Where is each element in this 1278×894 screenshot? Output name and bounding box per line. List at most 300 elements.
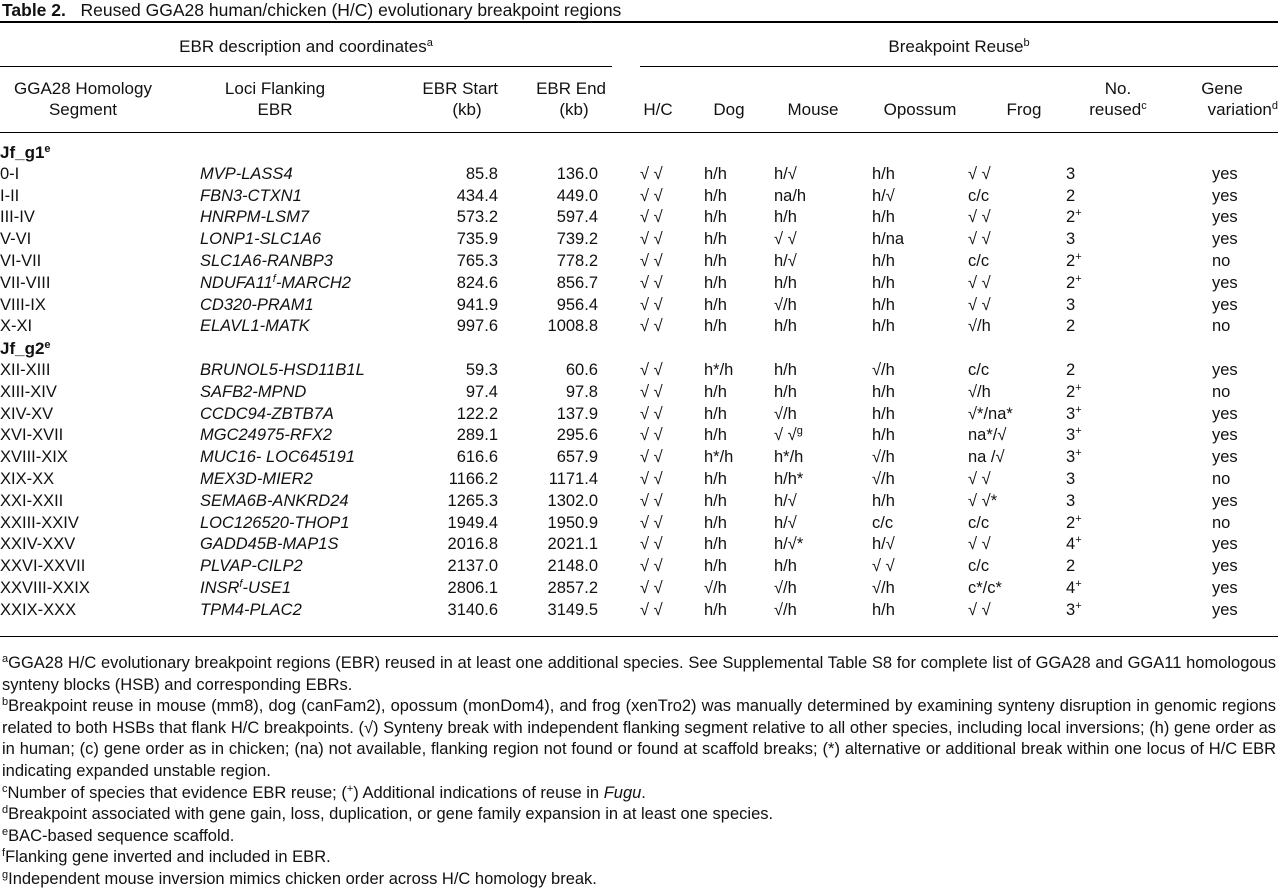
left-group-rule <box>0 66 612 67</box>
hc-cell: √ √ <box>640 273 663 292</box>
dog-cell: h/h <box>704 513 727 532</box>
spacer <box>1104 186 1188 208</box>
dog-cell: h/h <box>704 164 727 183</box>
opossum-cell: h/h <box>872 600 895 619</box>
segment-cell: XXVI-XXVII <box>0 557 86 576</box>
mouse-cell: h/h <box>774 360 797 379</box>
genevar-cell: yes <box>1212 360 1238 379</box>
group-label: Jf_g1e <box>0 143 51 162</box>
segment-cell: V-VI <box>0 230 32 249</box>
table-row <box>0 578 1278 600</box>
segment-cell: XVIII-XIX <box>0 448 68 467</box>
end-cell: 1950.9 <box>547 513 598 532</box>
mouse-cell: h/h <box>774 382 797 401</box>
data-table <box>0 142 1278 622</box>
spacer <box>598 447 640 469</box>
spacer <box>598 578 640 600</box>
table-row <box>0 164 1278 186</box>
start-cell: 1166.2 <box>448 469 498 488</box>
spacer <box>1104 578 1188 600</box>
spacer <box>1104 164 1188 186</box>
frog-cell: c/c <box>968 251 990 270</box>
genevar-cell: no <box>1212 317 1231 336</box>
mouse-cell: h/√ <box>774 164 797 183</box>
dog-cell: h*/h <box>704 360 734 379</box>
mouse-cell: h/h <box>774 273 797 292</box>
segment-cell: VI-VII <box>0 251 42 270</box>
group-label: Jf_g2e <box>0 339 51 359</box>
hc-cell: √ √ <box>640 382 663 401</box>
end-cell: 1008.8 <box>547 317 598 336</box>
end-cell: 137.9 <box>556 404 598 423</box>
dog-cell: h/h <box>704 469 727 488</box>
segment-cell: I-II <box>0 186 20 205</box>
footnote-g: $^g$Independent mouse inversion mimics chicken order across H/C homology break. <box>2 868 597 888</box>
reused-cell: 2+ <box>1066 250 1082 270</box>
end-cell: 597.4 <box>556 208 598 227</box>
reused-cell: 3+ <box>1066 425 1082 445</box>
loci-cell: ELAVL1-MATK <box>200 317 310 336</box>
col-header-genevar: Gene variation$^d$ <box>1201 79 1278 119</box>
col-header-reused: No. reused$^c$ <box>1089 79 1147 119</box>
mouse-cell: √/h <box>774 578 797 597</box>
header-rule <box>0 132 1278 133</box>
genevar-cell: yes <box>1212 491 1238 510</box>
reused-cell: 3 <box>1066 164 1076 183</box>
table-row <box>0 251 1278 273</box>
spacer <box>598 534 640 556</box>
loci-cell: LOC126520-THOP1 <box>200 513 350 532</box>
col-header-hc: H/C <box>643 100 673 119</box>
hc-cell: √ √ <box>640 208 663 227</box>
end-cell: 2148.0 <box>547 557 598 576</box>
frog-cell: c/c <box>968 513 990 532</box>
opossum-cell: √ √ <box>872 557 895 576</box>
table-row <box>0 534 1278 556</box>
segment-cell: XVI-XVII <box>0 426 64 445</box>
loci-cell: NDUFA11$^f$-MARCH2 <box>200 272 351 292</box>
dog-cell: h/h <box>704 295 727 314</box>
table-row <box>0 600 1278 622</box>
genevar-cell: yes <box>1212 600 1238 619</box>
spacer <box>598 207 640 229</box>
end-cell: 1171.4 <box>548 469 598 488</box>
frog-cell: √ √ <box>968 230 991 249</box>
col-header-opossum: Opossum <box>883 100 957 119</box>
spacer <box>1104 316 1188 338</box>
loci-cell: GADD45B-MAP1S <box>200 535 339 554</box>
mouse-cell: √/h <box>774 295 797 314</box>
genevar-cell: no <box>1212 251 1231 270</box>
table-row <box>0 273 1278 295</box>
loci-cell: SAFB2-MPND <box>200 382 307 401</box>
spacer <box>1104 295 1188 317</box>
genevar-cell: yes <box>1212 535 1238 554</box>
start-cell: 85.8 <box>465 164 498 183</box>
opossum-cell: h/h <box>872 251 895 270</box>
start-cell: 941.9 <box>456 295 498 314</box>
mouse-cell: h*/h <box>774 448 804 467</box>
col-header-frog: Frog <box>1006 100 1042 119</box>
top-rule <box>0 21 1278 23</box>
genevar-cell: yes <box>1212 404 1238 423</box>
mouse-cell: h/√* <box>774 535 804 554</box>
end-cell: 3149.5 <box>547 600 598 619</box>
table-row <box>0 404 1278 426</box>
spacer <box>1104 491 1188 513</box>
start-cell: 289.1 <box>456 426 498 445</box>
spacer <box>598 229 640 251</box>
table-row <box>0 556 1278 578</box>
segment-cell: XII-XIII <box>0 360 51 379</box>
hc-cell: √ √ <box>640 251 663 270</box>
end-cell: 97.8 <box>565 382 598 401</box>
mouse-cell: na/h <box>774 186 807 205</box>
start-cell: 2016.8 <box>447 535 498 554</box>
spacer <box>1104 229 1188 251</box>
right-group-rule <box>640 66 1278 67</box>
start-cell: 97.4 <box>465 382 498 401</box>
hc-cell: √ √ <box>640 557 663 576</box>
bottom-rule <box>0 636 1278 637</box>
spacer <box>598 295 640 317</box>
segment-cell: XXIV-XXV <box>0 535 76 554</box>
hc-cell: √ √ <box>640 491 663 510</box>
loci-cell: INSR$^f$-USE1 <box>200 577 292 597</box>
hc-cell: √ √ <box>640 404 663 423</box>
start-cell: 122.2 <box>456 404 498 423</box>
frog-cell: √ √ <box>968 273 991 292</box>
frog-cell: √*/na* <box>968 404 1013 423</box>
table-row <box>0 491 1278 513</box>
table-row <box>0 360 1278 382</box>
spacer <box>598 556 640 578</box>
opossum-cell: h/h <box>872 491 895 510</box>
loci-cell: MGC24975-RFX2 <box>200 426 333 445</box>
end-cell: 136.0 <box>556 164 598 183</box>
mouse-cell: √/h <box>774 404 797 423</box>
col-header-loci: Loci Flanking EBR <box>224 79 326 119</box>
mouse-cell: h/√ <box>774 491 797 510</box>
genevar-cell: no <box>1212 469 1231 488</box>
opossum-cell: √/h <box>872 448 895 467</box>
footnote-e: $^e$BAC-based sequence scaffold. <box>2 825 235 845</box>
end-cell: 2021.1 <box>547 535 598 554</box>
spacer <box>598 186 640 208</box>
dog-cell: h/h <box>704 317 727 336</box>
spacer <box>598 513 640 535</box>
reused-cell: 3 <box>1066 295 1076 314</box>
end-cell: 449.0 <box>556 186 598 205</box>
frog-cell: c*/c* <box>968 578 1002 597</box>
mouse-cell: h/h <box>774 557 797 576</box>
start-cell: 3140.6 <box>447 600 498 619</box>
footnote-c: $^c$Number of species that evidence EBR reuse; (+) Additional indications of reuse in Fugu. <box>2 782 646 802</box>
spacer <box>1104 513 1188 535</box>
table-row <box>0 229 1278 251</box>
opossum-cell: h/√ <box>872 535 895 554</box>
dog-cell: h/h <box>704 557 727 576</box>
frog-cell: √ √ <box>968 535 991 554</box>
table-row <box>0 425 1278 447</box>
group-header-left: EBR description and coordinates$^a$ <box>179 37 433 56</box>
dog-cell: h/h <box>704 186 727 205</box>
end-cell: 295.6 <box>556 426 598 445</box>
table-row <box>0 295 1278 317</box>
hc-cell: √ √ <box>640 600 663 619</box>
mouse-cell: h/√ <box>774 513 797 532</box>
hc-cell: √ √ <box>640 186 663 205</box>
segment-cell: XXI-XXII <box>0 491 64 510</box>
reused-cell: 2+ <box>1066 381 1082 401</box>
hc-cell: √ √ <box>640 360 663 379</box>
reused-cell: 2 <box>1066 360 1076 379</box>
hc-cell: √ √ <box>640 230 663 249</box>
hc-cell: √ √ <box>640 535 663 554</box>
hc-cell: √ √ <box>640 578 663 597</box>
col-header-end: EBR End (kb) <box>536 79 606 119</box>
start-cell: 765.3 <box>456 251 498 270</box>
spacer <box>598 469 640 491</box>
reused-cell: 2 <box>1066 186 1076 205</box>
frog-cell: √/h <box>968 317 991 336</box>
hc-cell: √ √ <box>640 469 663 488</box>
reused-cell: 3+ <box>1066 403 1082 423</box>
frog-cell: √ √ <box>968 164 991 183</box>
spacer <box>598 382 640 404</box>
opossum-cell: h/h <box>872 404 895 423</box>
genevar-cell: yes <box>1212 273 1238 292</box>
dog-cell: h*/h <box>704 448 734 467</box>
spacer <box>1104 360 1188 382</box>
spacer <box>1104 207 1188 229</box>
spacer <box>598 251 640 273</box>
opossum-cell: h/h <box>872 164 895 183</box>
table-row <box>0 513 1278 535</box>
segment-cell: VII-VIII <box>0 273 51 292</box>
footnote-b: $^b$Breakpoint reuse in mouse (mm8), dog (canFam2), opossum (monDom4), and frog (xenTro2) was manually determined by examining synteny disruption in genomic regions related to both HSBs that flank H/C breakpoints. (√) Synteny break with independent flanking segment relative to all other species, including local inversions; (h) gene order as in human; (c) gene order as in chicken; (na) not available, flanking region not found or found at scaffold breaks; (*) alternative or additional break within one locus of H/C EBR indicating expanded unstable region. <box>2 696 1276 780</box>
spacer <box>1104 534 1188 556</box>
genevar-cell: yes <box>1212 578 1238 597</box>
col-header-segment: GGA28 Homology Segment <box>14 79 152 119</box>
dog-cell: h/h <box>704 600 727 619</box>
end-cell: 856.7 <box>556 273 598 292</box>
opossum-cell: h/h <box>872 426 895 445</box>
segment-cell: III-IV <box>0 208 35 227</box>
genevar-cell: yes <box>1212 186 1238 205</box>
reused-cell: 4+ <box>1066 534 1082 554</box>
col-header-start: EBR Start (kb) <box>422 79 498 119</box>
genevar-cell: yes <box>1212 164 1238 183</box>
opossum-cell: h/h <box>872 295 895 314</box>
dog-cell: h/h <box>704 273 727 292</box>
loci-cell: HNRPM-LSM7 <box>200 208 310 227</box>
segment-cell: XIV-XV <box>0 404 54 423</box>
segment-cell: XXVIII-XXIX <box>0 578 90 597</box>
genevar-cell: yes <box>1212 557 1238 576</box>
mouse-cell: h/h* <box>774 469 804 488</box>
frog-cell: √ √ <box>968 469 991 488</box>
reused-cell: 3 <box>1066 469 1076 488</box>
segment-cell: XXIX-XXX <box>0 600 77 619</box>
spacer <box>1104 447 1188 469</box>
opossum-cell: √/h <box>872 360 895 379</box>
loci-cell: SEMA6B-ANKRD24 <box>200 491 349 510</box>
frog-cell: √ √* <box>968 491 998 510</box>
end-cell: 2857.2 <box>547 578 598 597</box>
genevar-cell: yes <box>1212 208 1238 227</box>
start-cell: 735.9 <box>456 230 498 249</box>
dog-cell: h/h <box>704 208 727 227</box>
loci-cell: MEX3D-MIER2 <box>200 469 313 488</box>
start-cell: 2137.0 <box>447 557 498 576</box>
frog-cell: na /√ <box>968 448 1005 467</box>
reused-cell: 3 <box>1066 230 1076 249</box>
dog-cell: h/h <box>704 535 727 554</box>
frog-cell: c/c <box>968 557 990 576</box>
group-header-right: Breakpoint Reuse$^b$ <box>888 37 1030 56</box>
spacer <box>1104 273 1188 295</box>
mouse-cell: √ √ <box>774 230 797 249</box>
loci-cell: PLVAP-CILP2 <box>200 557 303 576</box>
spacer <box>1104 556 1188 578</box>
table-row <box>0 207 1278 229</box>
opossum-cell: √/h <box>872 578 895 597</box>
dog-cell: √/h <box>704 578 727 597</box>
dog-cell: h/h <box>704 230 727 249</box>
table-row <box>0 469 1278 491</box>
mouse-cell: √ √$^g$ <box>774 425 803 445</box>
start-cell: 434.4 <box>456 186 498 205</box>
spacer <box>1104 600 1188 622</box>
hc-cell: √ √ <box>640 426 663 445</box>
spacer <box>598 425 640 447</box>
frog-cell: na*/√ <box>968 426 1007 445</box>
frog-cell: √ √ <box>968 295 991 314</box>
opossum-cell: √/h <box>872 469 895 488</box>
table-title: Reused GGA28 human/chicken (H/C) evolutionary breakpoint regions <box>80 0 622 20</box>
segment-cell: XIX-XX <box>0 469 55 488</box>
segment-cell: X-XI <box>0 317 33 336</box>
genevar-cell: yes <box>1212 448 1238 467</box>
group-row <box>0 142 1278 164</box>
loci-cell: TPM4-PLAC2 <box>200 600 302 619</box>
spacer <box>598 360 640 382</box>
table-row <box>0 447 1278 469</box>
segment-cell: XXIII-XXIV <box>0 513 79 532</box>
frog-cell: √ √ <box>968 208 991 227</box>
genevar-cell: yes <box>1212 230 1238 249</box>
opossum-cell: h/na <box>872 230 905 249</box>
genevar-cell: yes <box>1212 426 1238 445</box>
table-label: Table 2. <box>2 0 66 20</box>
segment-cell: XIII-XIV <box>0 382 57 401</box>
opossum-cell: h/h <box>872 382 895 401</box>
start-cell: 616.6 <box>456 448 498 467</box>
opossum-cell: c/c <box>872 513 894 532</box>
dog-cell: h/h <box>704 382 727 401</box>
opossum-cell: h/h <box>872 208 895 227</box>
start-cell: 997.6 <box>456 317 498 336</box>
spacer <box>1104 251 1188 273</box>
spacer <box>598 164 640 186</box>
hc-cell: √ √ <box>640 448 663 467</box>
loci-cell: MVP-LASS4 <box>200 164 293 183</box>
reused-cell: 2+ <box>1066 272 1082 292</box>
spacer <box>598 491 640 513</box>
reused-cell: 4+ <box>1066 577 1082 597</box>
loci-cell: CCDC94-ZBTB7A <box>200 404 334 423</box>
spacer <box>1104 425 1188 447</box>
spacer <box>598 273 640 295</box>
genevar-cell: yes <box>1212 295 1238 314</box>
dog-cell: h/h <box>704 491 727 510</box>
spacer <box>1104 404 1188 426</box>
footnote-f: $^f$Flanking gene inverted and included in EBR. <box>2 847 331 867</box>
hc-cell: √ √ <box>640 513 663 532</box>
spacer <box>598 404 640 426</box>
end-cell: 956.4 <box>556 295 598 314</box>
mouse-cell: h/h <box>774 317 797 336</box>
segment-cell: 0-I <box>0 164 20 183</box>
reused-cell: 3+ <box>1066 599 1082 619</box>
opossum-cell: h/h <box>872 317 895 336</box>
hc-cell: √ √ <box>640 164 663 183</box>
reused-cell: 2 <box>1066 317 1076 336</box>
table-row <box>0 382 1278 404</box>
start-cell: 59.3 <box>465 360 498 379</box>
hc-cell: √ √ <box>640 317 663 336</box>
col-header-mouse: Mouse <box>787 100 839 119</box>
mouse-cell: h/h <box>774 208 797 227</box>
start-cell: 824.6 <box>456 273 498 292</box>
table-row <box>0 186 1278 208</box>
table-row <box>0 316 1278 338</box>
footnotes <box>2 653 1276 891</box>
spacer <box>1104 382 1188 404</box>
col-header-dog: Dog <box>713 100 745 119</box>
end-cell: 739.2 <box>556 230 598 249</box>
segment-cell: VIII-IX <box>0 295 46 314</box>
end-cell: 1302.0 <box>547 491 598 510</box>
group-row <box>0 338 1278 360</box>
reused-cell: 2+ <box>1066 512 1082 532</box>
reused-cell: 3 <box>1066 491 1076 510</box>
frog-cell: √/h <box>968 382 991 401</box>
genevar-cell: no <box>1212 513 1231 532</box>
opossum-cell: h/h <box>872 273 895 292</box>
frog-cell: √ √ <box>968 600 991 619</box>
footnote-d: $^d$Breakpoint associated with gene gain, loss, duplication, or gene family expansion in at least one species. <box>2 804 774 824</box>
start-cell: 573.2 <box>456 208 498 227</box>
loci-cell: FBN3-CTXN1 <box>200 186 302 205</box>
footnote-a: $^a$GGA28 H/C evolutionary breakpoint regions (EBR) reused in at least one additional species. See Supplemental Table S8 for complete list of GGA28 and GGA11 homologous synteny blocks (HSB) and corresponding EBRs. <box>2 653 1276 694</box>
loci-cell: BRUNOL5-HSD11B1L <box>200 360 365 379</box>
spacer <box>1104 469 1188 491</box>
spacer <box>598 316 640 338</box>
frog-cell: c/c <box>968 360 990 379</box>
loci-cell: CD320-PRAM1 <box>200 295 314 314</box>
start-cell: 1949.4 <box>447 513 498 532</box>
dog-cell: h/h <box>704 404 727 423</box>
mouse-cell: √/h <box>774 600 797 619</box>
spacer <box>598 600 640 622</box>
loci-cell: LONP1-SLC1A6 <box>200 230 322 249</box>
dog-cell: h/h <box>704 426 727 445</box>
frog-cell: c/c <box>968 186 990 205</box>
reused-cell: 2 <box>1066 557 1076 576</box>
dog-cell: h/h <box>704 251 727 270</box>
